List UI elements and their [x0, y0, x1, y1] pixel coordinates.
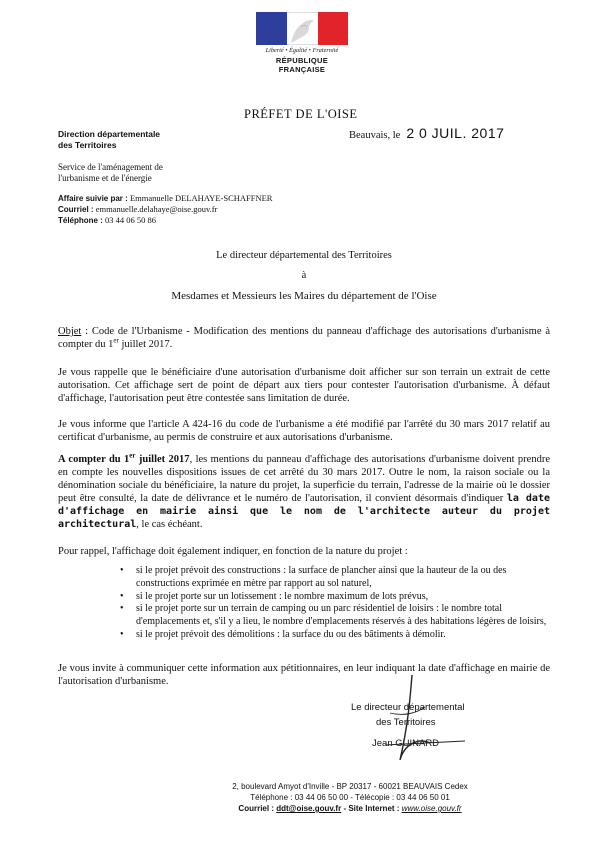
- direction-line-2: des Territoires: [58, 140, 117, 150]
- list-item: • si le projet prévoit des constructions : la surface de plancher ainsi que la hauteur de la ou des constructions exprimée en mètre par rapport au sol naturel,: [118, 565, 550, 591]
- service-name: [58, 162, 163, 184]
- footer-website-link[interactable]: www.oise.gouv.fr: [401, 804, 462, 813]
- date-stamp: 2 0 JUIL. 2017: [406, 125, 505, 141]
- a-line: à: [301, 270, 307, 281]
- signature-title-2: des Territoires: [376, 717, 436, 728]
- date-place: Beauvais, le: [349, 130, 401, 141]
- bullet-list: [118, 565, 550, 642]
- courriel-line: Courriel : emmanuelle.delahaye@oise.gouv.fr: [58, 204, 218, 214]
- paragraph-1: Je vous rappelle que le bénéficiaire d'une autorisation d'urbanisme doit afficher sur son terrain un extrait de cette autorisation. Cet affichage sert de point de départ aux tiers pour contester l'autorisation d'urbanisme. À défaut d'affichage, l'autorisation peut être contestée sans limitation de durée.: [58, 367, 550, 404]
- objet-paragraph: Objet : Code de l'Urbanisme - Modification des mentions du panneau d'affichage des autorisations d'urbanisme à compter du 1er juillet 2017.: [58, 326, 550, 350]
- affaire-line: Affaire suivie par : Emmanuelle DELAHAYE-SCHAFFNER: [58, 193, 273, 203]
- footer-email-link[interactable]: ddt@oise.gouv.fr: [276, 804, 342, 813]
- direction-line-1: Direction départementale: [58, 129, 161, 139]
- republic-motto: Liberté • Égalité • Fraternité: [265, 48, 339, 54]
- footer-contact: Courriel : ddt@oise.gouv.fr - Site Internet : www.oise.gouv.fr: [238, 804, 462, 813]
- footer-phones: Téléphone : 03 44 06 50 00 - Télécopie : 03 44 06 50 01: [250, 793, 450, 802]
- direction-name: [58, 129, 160, 151]
- paragraph-4: Pour rappel, l'affichage doit également indiquer, en fonction de la nature du projet :: [58, 546, 408, 557]
- contact-block: [58, 193, 272, 226]
- date-line: [349, 125, 504, 141]
- service-line-1: Service de l'aménagement de: [58, 162, 163, 172]
- to-line: Mesdames et Messieurs les Maires du département de l'Oise: [171, 290, 437, 302]
- list-item: • si le projet porte sur un terrain de camping ou un parc résidentiel de loisirs : le nombre total d'emplacements et, s'il y a lieu, le nombre d'emplacements réservés à des habitations légères de loisirs,: [118, 603, 550, 629]
- contact-email-link[interactable]: emmanuelle.delahaye@oise.gouv.fr: [95, 204, 218, 214]
- from-line: Le directeur départemental des Territoires: [216, 250, 392, 261]
- objet-label: Objet: [58, 326, 82, 337]
- flag-icon: [256, 12, 348, 45]
- republic-name: RÉPUBLIQUE FRANÇAISE: [275, 56, 329, 74]
- telephone-line: Téléphone : 03 44 06 50 86: [58, 215, 157, 225]
- service-line-2: l'urbanisme et de l'énergie: [58, 173, 152, 183]
- signature-title-1: Le directeur départemental: [351, 702, 465, 713]
- paragraph-3: A compter du 1er juillet 2017, les mentions du panneau d'affichage des autorisations d'urbanisme doivent prendre en compte les nouvelles dispositions issues de cet arrêté du 30 mars 2017. Outre le nom, la raison sociale ou la dénomination sociale du bénéficiaire, la nature du projet, la superficie du terrain, l'adresse de la mairie où le dossier peut être consulté, la date de délivrance et le numéro de l'autorisation, il convient désormais d'indiquer la date d'affichage en mairie ainsi que le nom de l'architecte auteur du projet architectural, le cas échéant.: [58, 451, 550, 530]
- signatory-name: Jean GUINARD: [372, 738, 440, 749]
- marianne-logo: [256, 12, 348, 74]
- footer-address: 2, boulevard Amyot d'Inville - BP 20317 - 60021 BEAUVAIS Cedex: [232, 782, 468, 791]
- paragraph-5: Je vous invite à communiquer cette information aux pétitionnaires, en leur indiquant la date d'affichage en mairie de l'autorisation d'urbanisme.: [58, 663, 550, 687]
- paragraph-2: Je vous informe que l'article A 424-16 du code de l'urbanisme a été modifié par l'arrêté du 30 mars 2017 relatif au certificat d'urbanisme, au permis de construire et aux autorisations d'urbanisme.: [58, 419, 550, 443]
- list-item: • si le projet porte sur un lotissement : le nombre maximum de lots prévus,: [118, 591, 550, 604]
- prefet-title: PRÉFET DE L'OISE: [244, 107, 358, 121]
- list-item: • si le projet prévoit des démolitions : la surface du ou des bâtiments à démolir.: [118, 629, 550, 642]
- handwritten-signature: [330, 665, 490, 785]
